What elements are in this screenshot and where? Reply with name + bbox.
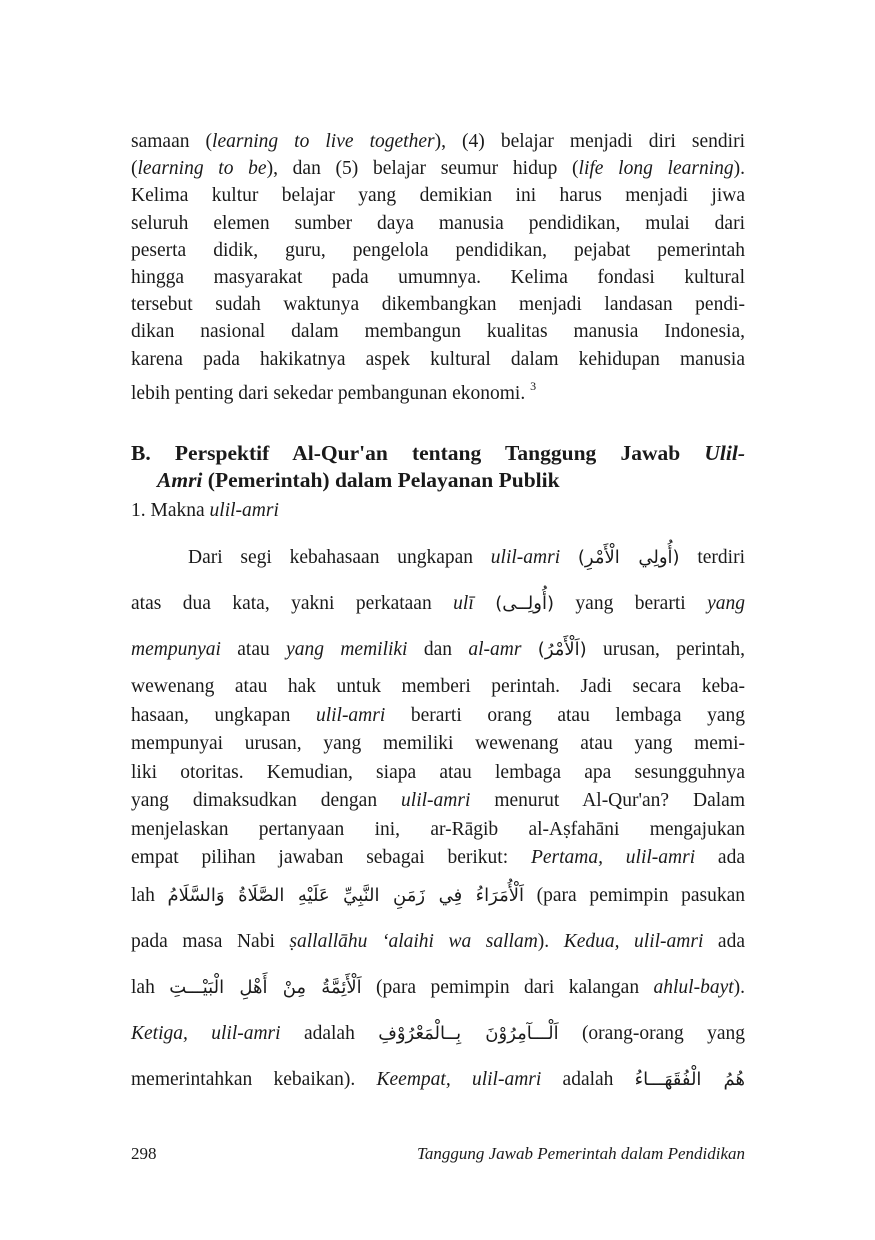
heading-line: Amri (Pemerintah) dalam Pelayanan Publik xyxy=(157,468,560,492)
arabic-text: اَلْأُمَرَاءُ فِي زَمَنِ النَّبِيِّ عَلَيْهِ الصَّلَاةُ وَالسَّلَامُ xyxy=(167,884,524,906)
arabic-text: اَلْأَئِمَّةُ مِنْ أَهْلِ الْبَيْـــتِ xyxy=(169,976,362,998)
text-line: yang dimaksudkan dengan ulil-amri menurut Al-Qur'an? Dalam xyxy=(131,790,746,811)
text-line: memerintahkan kebaikan). Keempat, ulil-amri adalah هُمُ الْفُقَهَـــاءُ xyxy=(131,1068,745,1090)
text-line: atas dua kata, yakni perkataan ulī (أُولِــى) yang berarti yang xyxy=(131,593,746,614)
text-line: seluruh elemen sumber daya manusia pendidikan, mulai dari xyxy=(131,212,745,234)
text-line: Kelima kultur belajar yang demikian ini harus menjadi jiwa xyxy=(131,185,745,207)
arabic-text: (أُولِي الْأَمْرِ) xyxy=(577,547,680,568)
text-line: liki otoritas. Kemudian, siapa atau lembaga apa sesungguhnya xyxy=(131,761,745,783)
text-line: empat pilihan jawaban sebagai berikut: Pertama, ulil-amri ada xyxy=(131,847,745,868)
running-title: Tanggung Jawab Pemerintah dalam Pendidikan xyxy=(416,1144,745,1163)
text-line: samaan (learning to live together), (4) belajar menjadi diri sendiri xyxy=(131,131,745,152)
paragraph-makna-ulil-amri xyxy=(131,535,745,1103)
text-line: hingga masyarakat pada umumnya. Kelima fondasi kultural xyxy=(131,266,745,288)
text-line: hasaan, ungkapan ulil-amri berarti orang atau lembaga yang xyxy=(131,704,745,726)
text-line: karena pada hakikatnya aspek kultural dalam kehidupan manusia xyxy=(131,348,745,370)
arabic-text: (أُولِــى) xyxy=(495,593,554,614)
arabic-text: هُمُ الْفُقَهَـــاءُ xyxy=(634,1068,745,1090)
subsection-heading: 1. Makna ulil-amri xyxy=(131,500,279,521)
text-line: dikan nasional dalam membangun kualitas manusia Indonesia, xyxy=(131,321,745,343)
arabic-text: (اَلْأَمْرُ) xyxy=(537,639,587,660)
text-line: mempunyai atau yang memiliki dan al-amr (اَلْأَمْرُ) urusan, perintah, xyxy=(131,639,746,660)
text-line: lebih penting dari sekedar pembangunan ekonomi. $^3$ xyxy=(131,378,537,404)
text-line: lah اَلْأَئِمَّةُ مِنْ أَهْلِ الْبَيْـــتِ (para pemimpin dari kalangan ahlul-bayt). xyxy=(131,976,746,998)
text-line: pada masa Nabi ṣallallāhu ʻalaihi wa sallam). Kedua, ulil-amri ada xyxy=(131,930,745,952)
text-line: peserta didik, guru, pengelola pendidikan, pejabat pemerintah xyxy=(131,239,745,261)
heading-line: B. Perspektif Al-Qur'an tentang Tanggung Jawab Ulil- xyxy=(131,441,745,465)
page-number: 298 xyxy=(131,1144,157,1163)
text-line: Dari segi kebahasaan ungkapan ulil-amri (أُولِي الْأَمْرِ) terdiri xyxy=(188,547,746,568)
section-heading xyxy=(131,440,745,494)
text-line: mempunyai urusan, yang memiliki wewenang atau yang memi- xyxy=(131,733,745,754)
text-line: lah اَلْأُمَرَاءُ فِي زَمَنِ النَّبِيِّ عَلَيْهِ الصَّلَاةُ وَالسَّلَامُ (para pemimpin pasukan xyxy=(131,884,746,906)
footnote-reference: 3 xyxy=(530,378,537,393)
paragraph-continued xyxy=(131,128,745,404)
text-line: (learning to be), dan (5) belajar seumur hidup (life long learning). xyxy=(131,158,745,180)
text-line: wewenang atau hak untuk memberi perintah. Jadi secara keba- xyxy=(131,676,745,697)
text-line: tersebut sudah waktunya dikembangkan menjadi landasan pendi- xyxy=(131,294,745,316)
arabic-text: اَلْـــآمِرُوْنَ بِــالْمَعْرُوْفِ xyxy=(378,1022,559,1044)
text-line: menjelaskan pertanyaan ini, ar-Rāgib al-Aṣfahāni mengajukan xyxy=(131,818,745,840)
text-line: Ketiga, ulil-amri adalah اَلْـــآمِرُوْنَ بِــالْمَعْرُوْفِ (orang-orang yang xyxy=(131,1022,745,1044)
